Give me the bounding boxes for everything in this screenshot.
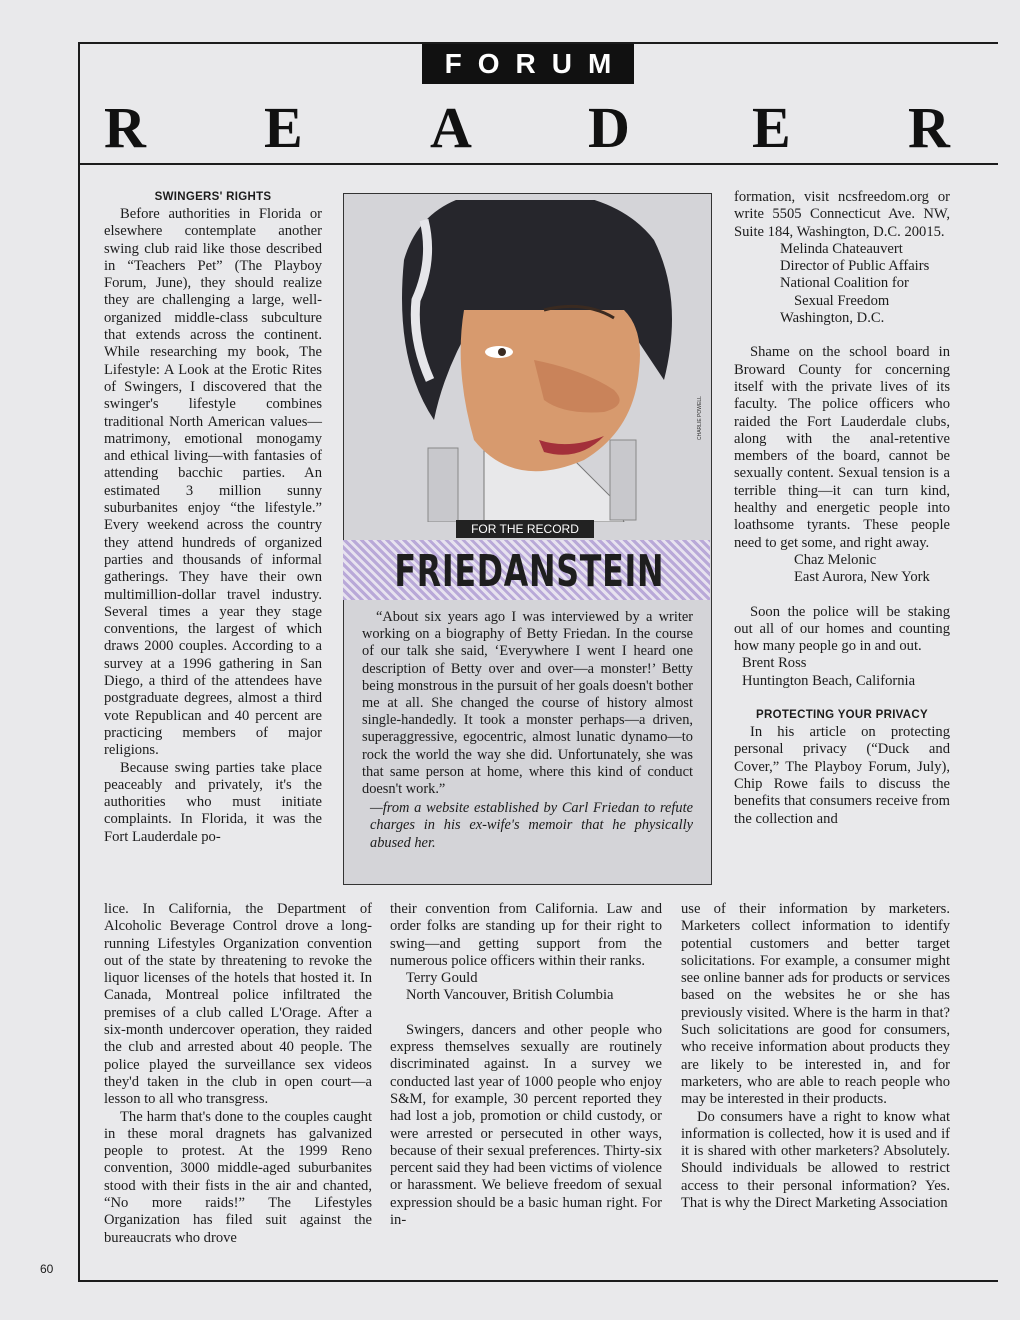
forum-label: FORUM — [422, 44, 634, 84]
column-1-bottom — [104, 901, 372, 1247]
page-frame-left — [78, 42, 80, 1282]
signature-place: Washington, D.C. — [780, 310, 885, 327]
paragraph: Do consumers have a right to know what information is collected, how it is used and if it is shared with other marketers? Absolutely. Should individuals be allowed to restrict access to their personal information? Yes. That is why the Direct Marketing Association — [681, 1108, 950, 1212]
title-letter-r: R — [104, 95, 146, 160]
paragraph: use of their information by marketers. Marketers collect information to identify potential customers and better target solicitations. For example, a consumer might see online banner ads for products or services based on the websites he or she has previously visited. Where is the harm in that? Such solicitations are good for consumers, who receive information about products they are likely to be interested in, and for marketers, who are able to reach people who may be interested in their products. — [681, 901, 950, 1108]
paragraph: lice. In California, the Department of Alcoholic Beverage Control drove a long-running Lifestyles Organization convention out of the state by threatening to revoke the liquor licenses of the hotels that hosted it. In Canada, Montreal police infiltrated the premises of a club called L'Orage. After a six-month undercover operation, they raided the club and arrested about 40 people. The police played the surveillance sex videos they'd taken in the club in open court—a lesson to all who transgress. — [104, 901, 372, 1108]
signature-name: Chaz Melonic — [794, 551, 877, 568]
signature-name: Melinda Chateauvert — [780, 240, 903, 257]
paragraph: their convention from California. Law and order folks are standing up for their right to swing—and getting support from the numerous police officers within their ranks. — [390, 901, 662, 969]
signature-name: Terry Gould — [406, 970, 478, 987]
signature-title: Sexual Freedom — [794, 292, 890, 309]
paragraph: Before authorities in Florida or elsewhere contemplate another swing club raid like those described in “Teachers Pet” (The Playboy Forum, June), they should realize they are challenging a large, well-organized middle-class subculture that extends across the continent. While researching my book, The Lifestyle: A Look at the Erotic Rites of Swingers, I discovered that the swinger's lifestyle combines traditional North American values—matrimony, emotional monogamy and ethical living—with fantasies of attending bacchic parties. An estimated 3 million sunny suburbanites enjoy “the lifestyle.” Every weekend across the country they attend hundreds of organized parties and thousands of informal gatherings. They have their own multimillion-dollar travel industry. Several times a year they stage conventions, the largest of which draws 2000 couples. According to a survey at a 1996 gathering in San Diego, a third of the attendees have postgraduate degrees, almost a third vote Republican and 40 percent are practicing members of major religions. — [104, 206, 322, 759]
caricature-illustration — [364, 200, 716, 522]
signature-place: North Vancouver, British Columbia — [406, 987, 614, 1004]
paragraph: The harm that's done to the couples caught in these moral dragnets has galvanized people to protest. At the 1999 Reno convention, 3000 middle-aged suburbanites stood with their fists in the air and chanted, “No more raids!” The Lifestyles Organization has filed suit against the bureaucrats who drove — [104, 1108, 372, 1246]
paragraph: Soon the police will be staking out all of our homes and counting how many people go in and out. — [734, 603, 950, 655]
signature-place: Huntington Beach, California — [742, 672, 916, 689]
title-letter-e2: E — [752, 95, 791, 160]
page-frame-bottom — [78, 1280, 998, 1282]
page-number: 60 — [40, 1262, 54, 1276]
header-rule — [78, 163, 998, 165]
column-1-top — [104, 189, 322, 846]
signature-place: East Aurora, New York — [794, 569, 930, 586]
column-2-bottom — [390, 901, 662, 1229]
paragraph: Swingers, dancers and other people who express themselves sexually are routinely discriminated against. In a survey we conducted last year of 1000 people who enjoy S&M, for example, 30 percent reported they had lost a job, promotion or child custody, or were arrested or persecuted in other ways, because of their sexual preferences. Thirty-six percent said they had been victims of violence or harassment. We believe freedom of sexual expression should be a basic human right. For in- — [390, 1021, 662, 1229]
paragraph: formation, visit ncsfreedom.org or write 5505 Connecticut Ave. NW, Suite 184, Washington, D.C. 20015. — [734, 189, 950, 240]
quote-source: —from a website established by Carl Friedan to refute charges in his ex-wife's memoir that he physically abused her. — [370, 800, 693, 851]
for-the-record-label: FOR THE RECORD — [456, 520, 594, 538]
signature-name: Brent Ross — [742, 655, 807, 672]
illustration-credit: CHARLIE POWELL — [697, 396, 703, 440]
paragraph: Because swing parties take place peaceably and privately, it's the authorities who must initiate complaints. In Florida, it was the Fort Lauderdale po- — [104, 759, 322, 845]
heading-protecting-privacy: PROTECTING YOUR PRIVACY — [756, 709, 928, 722]
title-letter-e: E — [264, 95, 303, 160]
title-letter-a: A — [430, 95, 472, 160]
column-3-top — [734, 189, 950, 828]
heading-swingers-rights: SWINGERS' RIGHTS — [154, 191, 272, 203]
signature-title: Director of Public Affairs — [780, 258, 930, 275]
title-letter-d: D — [588, 95, 630, 160]
sidebar-quote — [362, 609, 693, 852]
paragraph: In his article on protecting personal privacy (“Duck and Cover,” The Playboy Forum, July), Chip Rowe fails to discuss the benefits that consumers receive from the collection and — [734, 724, 950, 827]
quote-text: “About six years ago I was interviewed by a writer working on a biography of Betty Friedan. In the course of our talk she said, ‘Everywhere I went I heard one description of Betty over and over—a monster!’ Betty being monstrous in the pursuit of her goals doesn't bother me at all. She changed the course of history almost single-handedly. It took a monster perhaps—a driven, superaggressive, egocentric, almost lunatic dynamo—to rock the world the way she did. Unfortunately, she was that same person at home, where this kind of conduct doesn't work.” — [362, 609, 693, 798]
paragraph: Shame on the school board in Broward County for concerning itself with the private lives of its faculty. The police officers who raided the Fort Lauderdale clubs, along with the anal-retentive members of the board, cannot be sexually content. Sexual tension is a terrible thing—it can turn kind, healthy and energetic people into loathsome tyrants. These people need to get some, and right away. — [734, 344, 950, 551]
title-letter-r2: R — [908, 95, 950, 160]
sidebar-headline: FRIEDANSTEIN — [394, 546, 665, 597]
signature-title: National Coalition for — [780, 275, 909, 292]
column-3-bottom — [681, 901, 950, 1212]
